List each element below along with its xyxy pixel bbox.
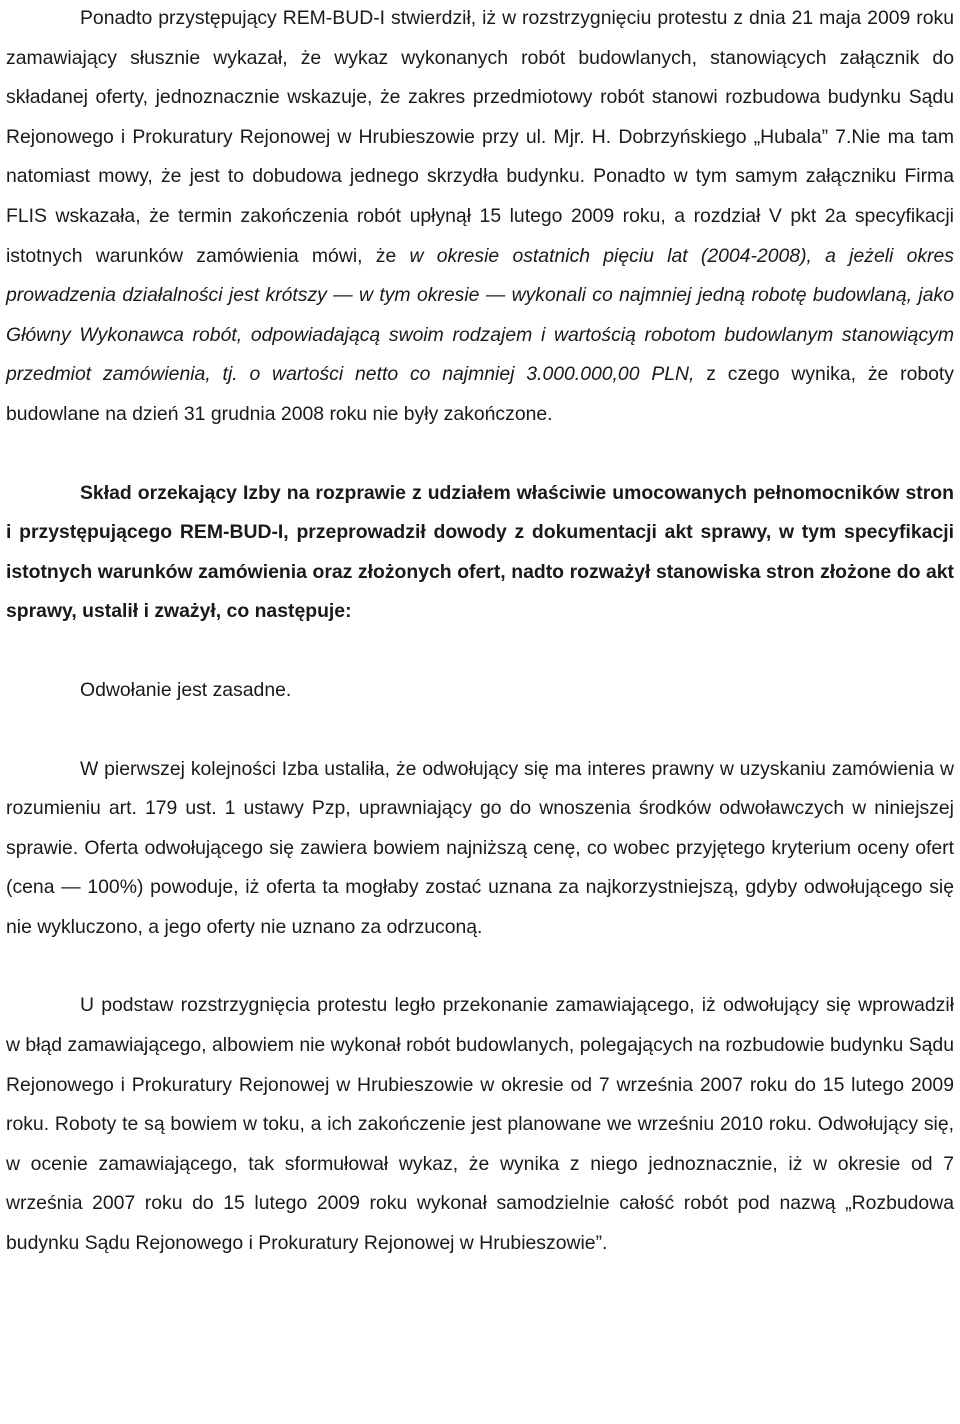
paragraph-1-quote-italic: w okresie ostatnich pięciu lat (2004-2008), a jeżeli okres prowadzenia działalności jest krótszy — w tym okresie — wykonali co najmniej jedną robotę budowlaną, jako Główny Wykonawca robót, odpowiadającą swoim rodzajem i wartością robotom budowlanym stanowiącym przedmiot zamówienia, tj. o wartości netto co najmniej 3.000.000,00 PLN, [6, 244, 954, 386]
paragraph-verdict: Odwołanie jest zasadne. [80, 678, 292, 701]
paragraph-protest-basis: U podstaw rozstrzygnięcia protestu legło przekonanie zamawiającego, iż odwołujący się wprowadził w błąd zamawiającego, albowiem nie wykonał robót budowlanych, polegających na rozbudowie budynku Sądu Rejonowego i Prokuratury Rejonowej w Hrubieszowie w okresie od 7 września 2007 roku do 15 lutego 2009 roku. Roboty te są bowiem w toku, a ich zakończenie jest planowane we wrześniu 2010 roku. Odwołujący się, w ocenie zamawiającego, tak sformułował wykaz, że wynika z niego jednoznacznie, iż w okresie od 7 września 2007 roku do 15 lutego 2009 roku wykonał samodzielnie całość robót pod nazwą „Rozbudowa budynku Sądu Rejonowego i Prokuratury Rejonowej w Hrubieszowie”. [6, 994, 954, 1255]
paragraph-legal-interest: W pierwszej kolejności Izba ustaliła, że odwołujący się ma interes prawny w uzyskaniu zamówienia w rozumieniu art. 179 ust. 1 ustawy Pzp, uprawniający go do wnoszenia środków odwoławczych w niniejszej sprawie. Oferta odwołującego się zawiera bowiem najniższą cenę, co wobec przyjętego kryterium oceny ofert (cena — 100%) powoduje, iż oferta ta mogłaby zostać uznana za najkorzystniejszą, gdyby odwołującego się nie wykluczono, a jego oferty nie uznano za odrzuconą. [6, 757, 954, 938]
paragraph-1-text-a: Ponadto przystępujący REM-BUD-I stwierdził, iż w rozstrzygnięciu protestu z dnia 21 maja 2009 roku zamawiający słusznie wykazał, że wykaz wykonanych robót budowlanych, stanowiących załącznik do składanej oferty, jednoznacznie wskazuje, że zakres przedmiotowy robót stanowi rozbudowa budynku Sądu Rejonowego i Prokuratury Rejonowej w Hrubieszowie przy ul. Mjr. H. Dobrzyńskiego „Hubala” 7.Nie ma tam natomiast mowy, że jest to dobudowa jednego skrzydła budynku. Ponadto w tym samym załączniku Firma FLIS wskazała, że termin zakończenia robót upłynął 15 lutego 2009 roku, a rozdział V pkt 2a specyfikacji istotnych warunków zamówienia mówi, że [6, 7, 954, 267]
paragraph-intervener-statement [6, 0, 954, 435]
paragraph-1-text-b: z czego wynika, że roboty budowlane na dzień 31 grudnia 2008 roku nie były zakończone. [6, 363, 955, 425]
paragraph-panel-findings: Skład orzekający Izby na rozprawie z udziałem właściwie umocowanych pełnomocników stron i przystępującego REM-BUD-I, przeprowadził dowody z dokumentacji akt sprawy, w tym specyfikacji istotnych warunków zamówienia oraz złożonych ofert, nadto rozważył stanowiska stron złożone do akt sprawy, ustalił i zważył, co następuje: [6, 481, 954, 623]
document-page [6, 0, 954, 1264]
